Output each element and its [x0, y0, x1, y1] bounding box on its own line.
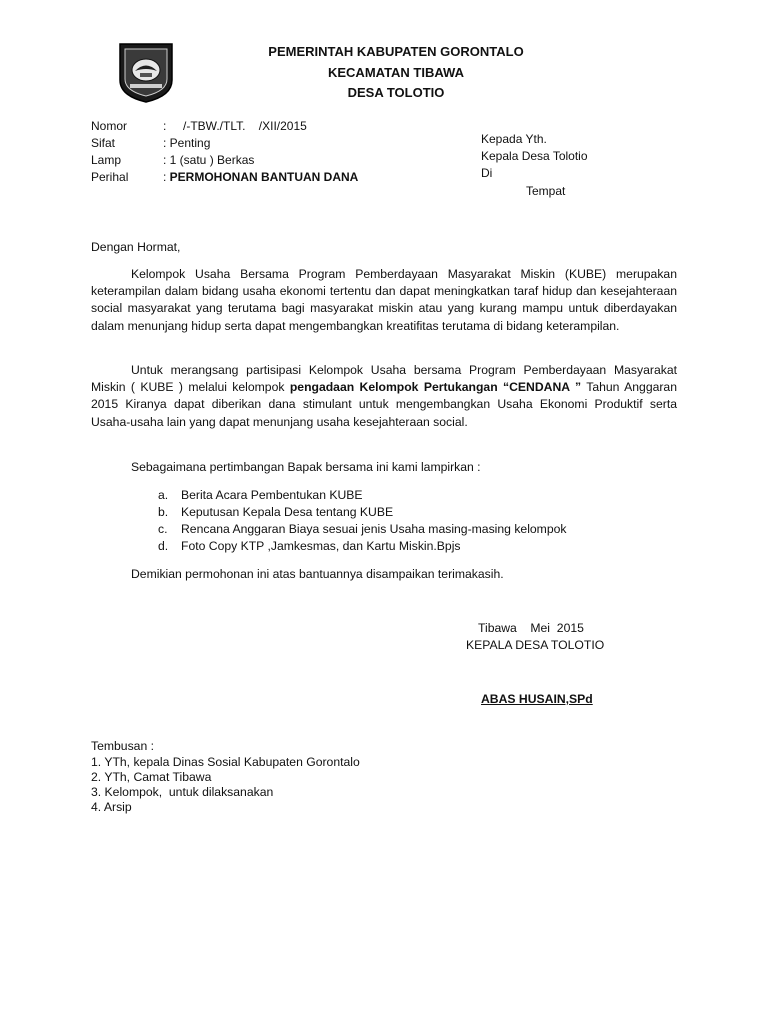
header-village: DESA TOLOTIO [347, 85, 445, 100]
recipient-line4: Tempat [526, 184, 566, 198]
attachment-marker: d. [158, 539, 169, 553]
paragraph-2 [91, 362, 677, 431]
attachment-item: Foto Copy KTP ,Jamkesmas, dan Kartu Miskin.Bpjs [181, 539, 461, 553]
attachment-marker: b. [158, 505, 169, 519]
cc-item: 1. YTh, kepala Dinas Sosial Kabupaten Gorontalo [91, 755, 360, 769]
lamp-value: : 1 (satu ) Berkas [163, 153, 255, 167]
attachment-item: Berita Acara Pembentukan KUBE [181, 488, 363, 502]
attachment-item: Rencana Anggaran Biaya sesuai jenis Usaha masing-masing kelompok [181, 522, 567, 536]
perihal-row [163, 170, 358, 184]
paragraph-2-bold: pengadaan Kelompok Pertukangan “CENDANA ” [289, 380, 582, 395]
cc-item: 3. Kelompok, untuk dilaksanakan [91, 785, 274, 799]
cc-heading: Tembusan : [91, 739, 155, 753]
sifat-label: Sifat [91, 136, 116, 150]
greeting: Dengan Hormat, [91, 240, 181, 254]
perihal-value: PERMOHONAN BANTUAN DANA [169, 170, 359, 184]
perihal-label: Perihal [91, 170, 129, 184]
recipient-line2: Kepala Desa Tolotio [481, 149, 588, 163]
paragraph-2-text-b: Tahun Anggaran 2015 Kiranya dapat diberikan dana stimulant untuk mengembangkan Usaha Ekonomi Produktif serta Usaha-usaha lain yang dapat menunjang usaha kesejahteraan social. [91, 380, 677, 429]
signature-place-date: Tibawa Mei 2015 [478, 621, 584, 635]
signature-name: ABAS HUSAIN,SPd [481, 692, 593, 706]
sifat-value: : Penting [163, 136, 211, 150]
nomor-label: Nomor [91, 119, 128, 133]
recipient-line1: Kepada Yth. [481, 132, 547, 146]
paragraph-3: Sebagaimana pertimbangan Bapak bersama ini kami lampirkan : [131, 460, 481, 474]
attachment-marker: a. [158, 488, 169, 502]
paragraph-2-text-a: Untuk merangsang partisipasi Kelompok Usaha bersama Program Pemberdayaan Masyarakat Miskin ( KUBE ) melalui kelompok [91, 363, 677, 395]
perihal-colon: : [163, 170, 170, 184]
attachment-marker: c. [158, 522, 168, 536]
paragraph-1: Kelompok Usaha Bersama Program Pemberdayaan Masyarakat Miskin (KUBE) merupakan keterampilan dalam bidang usaha ekonomi tertentu dan dapat meningkatkan taraf hidup dan kesejahteraan social masyarakat yang terutama bagi masyarakat miskin atau yang kurang mampu untuk diberdayakan dalam menunjang hidup serta dapat mengembangkan kreatifitas terutama di bidang keterampilan. [91, 267, 677, 333]
lamp-label: Lamp [91, 153, 122, 167]
attachment-item: Keputusan Kepala Desa tentang KUBE [181, 505, 394, 519]
recipient-line3: Di [481, 166, 493, 180]
header-district: KECAMATAN TIBAWA [327, 65, 464, 80]
signature-title: KEPALA DESA TOLOTIO [466, 638, 605, 652]
cc-item: 2. YTh, Camat Tibawa [91, 770, 212, 784]
regency-emblem [116, 40, 176, 104]
closing-sentence: Demikian permohonan ini atas bantuannya disampaikan terimakasih. [131, 567, 504, 581]
cc-item: 4. Arsip [91, 800, 132, 814]
nomor-value: : /-TBW./TLT. /XII/2015 [163, 119, 307, 133]
header-government: PEMERINTAH KABUPATEN GORONTALO [268, 44, 524, 59]
